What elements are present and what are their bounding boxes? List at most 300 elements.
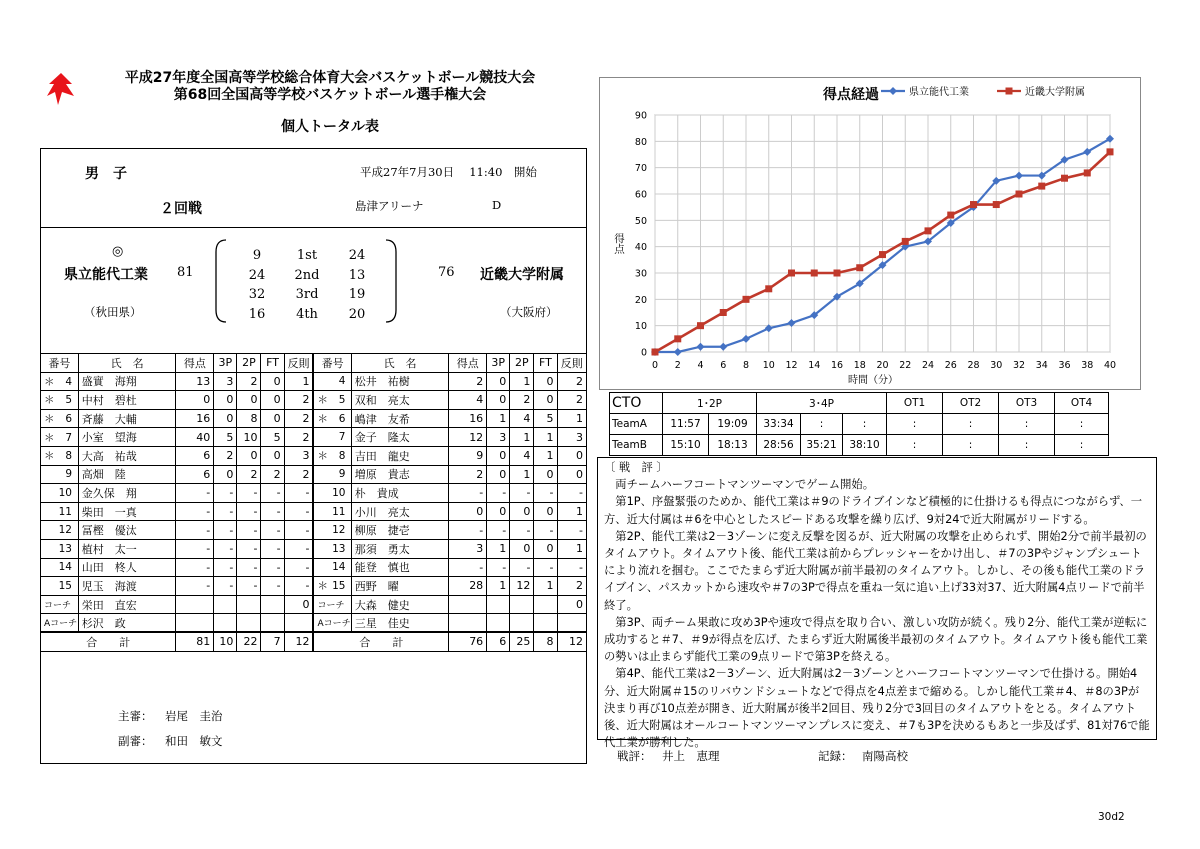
cto-header-12: 1･2P <box>663 393 757 414</box>
empty-cell <box>487 614 510 633</box>
court: D <box>492 198 502 212</box>
stat-p3: 0 <box>487 502 510 521</box>
cto-header-ot4: OT4 <box>1055 393 1109 414</box>
y-tick-label: 90 <box>634 110 647 122</box>
review-paragraph: 第4P、能代工業は2－3ゾーン、近大附属は2－3ゾーンとハーフコートマンツーマンで仕掛ける。開始4分、近大附属＃15のリバウンドシュートなどで得点を4点差まで縮める。しかし能代工業＃4、＃8の3Pが決まり再び10点差が開き、近大附属が後半2回目、残り2分で3回目のタイムアウトをとる。タイムアウト後、近大附属はオールコートマンツーマンプレスに変え、＃7も3Pを決めるもあと一歩及ばず、81対76で能代工業が勝利した。 <box>604 667 1150 750</box>
stat-pts: 3 <box>449 539 487 558</box>
empty-cell <box>176 614 214 633</box>
cto-team-b-label: TeamB <box>610 435 663 456</box>
x-tick-label: 28 <box>967 360 980 371</box>
team-b-name: 近畿大学附属 <box>480 267 564 283</box>
stat-pf: 1 <box>557 409 586 428</box>
legend-label: 近畿大学附属 <box>1025 87 1085 98</box>
stat-p2: 4 <box>510 409 534 428</box>
chief-referee-name: 岩尾 圭治 <box>165 709 223 723</box>
stat-pf: 0 <box>557 446 586 465</box>
y-tick-label: 60 <box>634 189 647 201</box>
empty-cell <box>510 614 534 633</box>
table-row <box>41 465 587 484</box>
data-point-team-b <box>720 309 727 316</box>
jersey-number: 4 <box>338 375 346 388</box>
x-tick-label: 40 <box>1103 360 1117 371</box>
stat-p3: 0 <box>214 465 237 484</box>
x-axis-label: 時間（分） <box>848 375 898 386</box>
review-paragraph: 両チームハーフコートマンツーマンでゲーム開始。 <box>615 478 874 492</box>
starter-mark: ＊ <box>44 394 55 407</box>
stat-ft: 1 <box>534 428 557 447</box>
x-tick-label: 16 <box>830 360 844 371</box>
jersey-number: 7 <box>65 431 72 444</box>
stat-p3: - <box>487 558 510 577</box>
cto-cell: : <box>943 414 999 435</box>
starter-mark: ＊ <box>317 413 328 426</box>
stat-p2: - <box>237 502 261 521</box>
data-point-team-b <box>1016 191 1023 198</box>
stat-ft: 1 <box>534 446 557 465</box>
umpire-name: 和田 敏文 <box>165 734 223 748</box>
player-name: 西野 曜 <box>351 577 449 596</box>
starter-mark: ＊ <box>44 450 55 463</box>
empty-cell <box>237 614 261 633</box>
stat-pts: 4 <box>449 391 487 410</box>
data-point-team-b <box>765 285 772 292</box>
x-tick-label: 18 <box>853 360 866 371</box>
stat-pf: 2 <box>557 391 586 410</box>
stat-p3: 0 <box>487 372 510 391</box>
player-name: 児玉 海渡 <box>78 577 176 596</box>
player-number <box>313 465 351 484</box>
starter-mark: ＊ <box>44 413 55 426</box>
stat-pts: 2 <box>449 372 487 391</box>
stat-p3: - <box>214 577 237 596</box>
date-time: 平成27年7月30日 11:40 開始 <box>360 165 537 179</box>
jersey-number: 8 <box>65 450 72 463</box>
column-header: 番号 <box>313 354 351 373</box>
player-name: 双和 亮太 <box>351 391 449 410</box>
player-name: 中村 碧杜 <box>78 391 176 410</box>
team-a-name: 県立能代工業 <box>64 267 148 283</box>
data-point-team-b <box>970 201 977 208</box>
player-name: 盛實 海翔 <box>78 372 176 391</box>
stat-pts: 13 <box>176 372 214 391</box>
stat-p2: - <box>510 521 534 540</box>
stat-ft: 5 <box>261 428 284 447</box>
empty-cell <box>176 595 214 614</box>
review-paragraph: 第2P、能代工業は2－3ゾーンに変え反撃を図るが、近大附属の攻撃を止められず、開始2分で前半最初のタイムアウト。タイムアウト後、能代工業は前からプレッシャーをかけ出し、＃7の3Pやジャンプシュートにより流れを掴む。ここでたまらず近大附属が前半最初のタイムアウト。しかし、その後も能代工業のドライブイン、パスカットから速攻や＃7の3Pで得点を重ね一気に追い上げ33対37、近大附属4点リードで前半終了。 <box>604 529 1147 612</box>
jersey-number: 13 <box>332 542 346 555</box>
y-tick-label: 80 <box>634 136 647 148</box>
data-point-team-b <box>1038 183 1045 190</box>
stat-p2: - <box>237 577 261 596</box>
starter-mark: ＊ <box>317 394 328 407</box>
y-tick-label: 0 <box>640 347 647 359</box>
stat-pf: 3 <box>557 428 586 447</box>
jersey-number: 11 <box>58 505 72 518</box>
stat-pf: 2 <box>284 409 313 428</box>
cto-team-a-label: TeamA <box>610 414 663 435</box>
stat-p3: - <box>214 502 237 521</box>
empty-cell <box>534 614 557 633</box>
cto-header-34: 3･4P <box>757 393 887 414</box>
player-number <box>313 372 351 391</box>
page-code: 30d2 <box>1098 811 1125 823</box>
player-name: 大高 祐哉 <box>78 446 176 465</box>
jersey-number: 6 <box>65 413 72 426</box>
table-row <box>41 409 587 428</box>
empty-cell <box>237 595 261 614</box>
stat-p2: 0 <box>237 446 261 465</box>
data-point-team-b <box>788 270 795 277</box>
table-row <box>41 391 587 410</box>
stat-pts: 16 <box>449 409 487 428</box>
stat-p2: 8 <box>237 409 261 428</box>
stat-p2: 12 <box>510 577 534 596</box>
cto-header-ot2: OT2 <box>943 393 999 414</box>
player-number <box>313 502 351 521</box>
column-header: 3P <box>214 354 237 373</box>
cto-cell: : <box>999 414 1055 435</box>
player-name: 柴田 一真 <box>78 502 176 521</box>
total-p3: 6 <box>487 632 510 651</box>
stat-p3: 0 <box>487 446 510 465</box>
stat-pts: 0 <box>176 391 214 410</box>
stat-pts: 9 <box>449 446 487 465</box>
tournament-title: 平成27年度全国高等学校総合体育大会バスケットボール競技大会 <box>124 70 536 86</box>
player-number <box>41 521 79 540</box>
column-header: 3P <box>487 354 510 373</box>
coach-name: 栄田 直宏 <box>78 595 176 614</box>
x-tick-label: 36 <box>1058 360 1071 371</box>
review-paragraph: 第1P、序盤緊張のためか、能代工業は＃9のドライブインなど積極的に仕掛けるも得点につながらず、一方、近大付属は＃6を中心としたスピードある攻撃を繰り広げ、9対24で近大附属がリードする。 <box>604 495 1143 526</box>
jersey-number: 12 <box>58 524 72 537</box>
stat-pf: 1 <box>557 539 586 558</box>
stat-ft: 0 <box>261 391 284 410</box>
reviewer-name: 井上 恵理 <box>662 749 720 763</box>
table-row <box>41 539 587 558</box>
x-tick-label: 14 <box>808 360 821 371</box>
winner-mark: ◎ <box>112 244 124 259</box>
cto-cell: 38:10 <box>843 435 887 456</box>
data-point-team-b <box>902 238 909 245</box>
stat-ft: 0 <box>261 446 284 465</box>
player-stats-table <box>40 353 587 652</box>
stat-ft: - <box>534 484 557 503</box>
stat-ft: 0 <box>534 502 557 521</box>
y-tick-label: 70 <box>634 163 647 175</box>
coach-row <box>41 614 587 633</box>
stat-p2: - <box>237 539 261 558</box>
y-tick-label: 50 <box>634 215 647 227</box>
championship-title: 第68回全国高等学校バスケットボール選手権大会 <box>173 87 487 103</box>
stat-p2: 0 <box>510 502 534 521</box>
stat-pf: - <box>284 484 313 503</box>
data-point-team-b <box>652 349 659 356</box>
stat-pts: 16 <box>176 409 214 428</box>
stat-p2: - <box>510 484 534 503</box>
stat-p3: - <box>487 484 510 503</box>
coach-role: Aコーチ <box>313 614 351 633</box>
coach-fouls <box>557 614 586 633</box>
period-row: 24 2nd 13 <box>248 267 366 283</box>
total-ft: 7 <box>261 632 284 651</box>
cto-cell: : <box>999 435 1055 456</box>
coach-name: 大森 健史 <box>351 595 449 614</box>
chief-referee-label: 主審： <box>118 709 153 723</box>
stat-p2: 1 <box>510 465 534 484</box>
empty-cell <box>214 614 237 633</box>
table-row <box>41 577 587 596</box>
column-header: 氏 名 <box>351 354 449 373</box>
stat-pts: 6 <box>176 446 214 465</box>
player-number <box>41 539 79 558</box>
team-b-prefecture: （大阪府） <box>500 305 558 319</box>
team-a-prefecture: （秋田県） <box>84 305 142 319</box>
table-row <box>41 484 587 503</box>
timeout-header-row <box>610 393 1109 414</box>
stat-pf: 2 <box>284 465 313 484</box>
review-title: 〔 戦 評 〕 <box>604 461 668 474</box>
stat-pf: - <box>284 521 313 540</box>
stat-p2: 0 <box>237 391 261 410</box>
player-number <box>41 465 79 484</box>
column-header: 氏 名 <box>78 354 176 373</box>
cto-cell: 28:56 <box>757 435 801 456</box>
totals-label: 合 計 <box>313 632 448 651</box>
column-header: 反則 <box>557 354 586 373</box>
stat-ft: 0 <box>534 391 557 410</box>
data-point-team-b <box>834 270 841 277</box>
column-header: 番号 <box>41 354 79 373</box>
cto-cell: : <box>887 414 943 435</box>
stat-ft: - <box>261 502 284 521</box>
jersey-number: 9 <box>65 468 72 481</box>
player-number <box>41 484 79 503</box>
player-name: 松井 祐樹 <box>351 372 449 391</box>
stat-ft: - <box>261 577 284 596</box>
stat-p2: - <box>237 558 261 577</box>
stat-p3: - <box>214 484 237 503</box>
stat-p3: 3 <box>214 372 237 391</box>
player-name: 高畑 陸 <box>78 465 176 484</box>
stat-pts: 6 <box>176 465 214 484</box>
reviewer-label: 戦評： <box>617 749 652 763</box>
empty-cell <box>449 614 487 633</box>
timeout-row-team-b <box>610 435 1109 456</box>
x-tick-label: 34 <box>1035 360 1048 371</box>
stat-p2: - <box>237 521 261 540</box>
stat-pf: - <box>284 502 313 521</box>
empty-cell <box>510 595 534 614</box>
table-row <box>41 446 587 465</box>
cto-cell: : <box>843 414 887 435</box>
stat-ft: - <box>534 558 557 577</box>
coach-fouls <box>284 614 313 633</box>
stat-pts: - <box>176 577 214 596</box>
player-name: 能登 慎也 <box>351 558 449 577</box>
jersey-number: 7 <box>338 431 346 444</box>
stat-p3: 3 <box>487 428 510 447</box>
x-tick-label: 32 <box>1012 360 1026 371</box>
table-row <box>41 558 587 577</box>
x-tick-label: 30 <box>990 360 1003 371</box>
stat-p3: 2 <box>214 446 237 465</box>
stat-pts: - <box>449 521 487 540</box>
stat-p3: 0 <box>487 391 510 410</box>
stat-pts: - <box>176 558 214 577</box>
cto-cell: : <box>943 435 999 456</box>
player-name: 増原 貴志 <box>351 465 449 484</box>
stat-pf: 1 <box>557 502 586 521</box>
player-number <box>313 391 351 410</box>
period-scores <box>232 246 382 324</box>
stat-pts: - <box>176 521 214 540</box>
table-row <box>41 521 587 540</box>
x-tick-label: 12 <box>785 360 798 371</box>
timeout-table <box>609 392 1109 456</box>
player-number <box>313 409 351 428</box>
jersey-number: 14 <box>332 561 346 574</box>
starter-mark: ＊ <box>44 431 55 444</box>
x-tick-label: 8 <box>742 360 750 371</box>
x-tick-label: 38 <box>1081 360 1094 371</box>
empty-cell <box>214 595 237 614</box>
player-name: 那須 勇太 <box>351 539 449 558</box>
player-number <box>313 484 351 503</box>
stat-p2: 1 <box>510 428 534 447</box>
total-pf: 12 <box>557 632 586 651</box>
player-name: 植村 太一 <box>78 539 176 558</box>
cto-cell: 18:13 <box>709 435 757 456</box>
x-tick-label: 20 <box>876 360 889 371</box>
stat-pts: - <box>449 558 487 577</box>
stat-p3: 0 <box>214 409 237 428</box>
cto-header-ot1: OT1 <box>887 393 943 414</box>
data-point-team-b <box>993 201 1000 208</box>
player-name: 山田 柊人 <box>78 558 176 577</box>
empty-cell <box>449 595 487 614</box>
stat-ft: 0 <box>261 372 284 391</box>
data-point-team-b <box>1061 175 1068 182</box>
column-header: 反則 <box>284 354 313 373</box>
stat-pts: - <box>176 502 214 521</box>
x-tick-label: 0 <box>651 360 659 371</box>
jersey-number: 10 <box>58 486 72 499</box>
player-name: 斉藤 大輔 <box>78 409 176 428</box>
stat-pf: 2 <box>284 391 313 410</box>
data-point-team-b <box>879 251 886 258</box>
team-b-total: 76 <box>438 265 455 280</box>
stat-ft: 5 <box>534 409 557 428</box>
stat-ft: - <box>261 484 284 503</box>
stat-p3: - <box>214 521 237 540</box>
cto-title: CTO <box>610 393 663 414</box>
legend-label: 県立能代工業 <box>909 87 969 98</box>
x-tick-label: 10 <box>762 360 775 371</box>
empty-cell <box>261 595 284 614</box>
y-tick-label: 30 <box>634 268 647 280</box>
stat-p2: 2 <box>237 465 261 484</box>
total-p2: 22 <box>237 632 261 651</box>
jersey-number: 8 <box>338 450 346 463</box>
jersey-number: 5 <box>338 394 346 407</box>
player-name: 金久保 翔 <box>78 484 176 503</box>
column-header: 2P <box>510 354 534 373</box>
stat-pf: 2 <box>284 428 313 447</box>
jersey-number: 12 <box>332 524 346 537</box>
data-point-team-b <box>1084 169 1091 176</box>
coach-role: コーチ <box>41 595 79 614</box>
data-point-team-b <box>811 270 818 277</box>
stat-pts: 40 <box>176 428 214 447</box>
player-name: 柳原 捷壱 <box>351 521 449 540</box>
starter-mark: ＊ <box>44 375 55 388</box>
jersey-number: 10 <box>332 486 346 499</box>
timeout-row-team-a <box>610 414 1109 435</box>
y-tick-label: 40 <box>634 242 647 254</box>
column-header: FT <box>534 354 557 373</box>
stat-ft: - <box>261 539 284 558</box>
player-number <box>313 558 351 577</box>
table-row <box>41 428 587 447</box>
coach-fouls: 0 <box>284 595 313 614</box>
stat-pf: 2 <box>557 577 586 596</box>
total-pts: 81 <box>176 632 214 651</box>
x-tick-label: 6 <box>720 360 727 371</box>
player-number <box>313 446 351 465</box>
jersey-number: 15 <box>332 580 346 593</box>
stat-pts: - <box>176 484 214 503</box>
totals-row <box>41 632 587 651</box>
player-number <box>41 428 79 447</box>
jersey-number: 14 <box>58 561 72 574</box>
player-number <box>313 521 351 540</box>
player-name: 朴 貴成 <box>351 484 449 503</box>
stat-pf: 0 <box>557 465 586 484</box>
total-p3: 10 <box>214 632 237 651</box>
gender-label: 男 子 <box>85 166 127 182</box>
total-pts: 76 <box>449 632 487 651</box>
jersey-number: 9 <box>338 468 346 481</box>
stat-ft: - <box>534 521 557 540</box>
x-tick-label: 2 <box>674 360 681 371</box>
stat-pf: - <box>284 539 313 558</box>
chart-grid <box>635 111 1116 372</box>
x-tick-label: 24 <box>921 360 935 371</box>
empty-cell <box>534 595 557 614</box>
coach-row <box>41 595 587 614</box>
stat-pts: 28 <box>449 577 487 596</box>
venue: 島津アリーナ <box>355 199 424 213</box>
stat-p2: 4 <box>510 446 534 465</box>
cto-cell: : <box>1055 435 1109 456</box>
stat-p3: 5 <box>214 428 237 447</box>
totals-label: 合 計 <box>41 632 176 651</box>
player-number <box>41 372 79 391</box>
player-name: 吉田 龍史 <box>351 446 449 465</box>
stat-ft: 0 <box>534 372 557 391</box>
player-number <box>313 577 351 596</box>
stat-p3: 1 <box>487 409 510 428</box>
y-tick-label: 20 <box>634 294 647 306</box>
stat-p2: 0 <box>510 539 534 558</box>
round-label: ２回戦 <box>160 201 202 217</box>
stat-p3: 0 <box>487 465 510 484</box>
stat-pf: - <box>557 521 586 540</box>
column-header: FT <box>261 354 284 373</box>
chart-title: 得点経過 <box>823 87 879 103</box>
legend-marker <box>1006 88 1013 95</box>
data-point-team-b <box>743 296 750 303</box>
